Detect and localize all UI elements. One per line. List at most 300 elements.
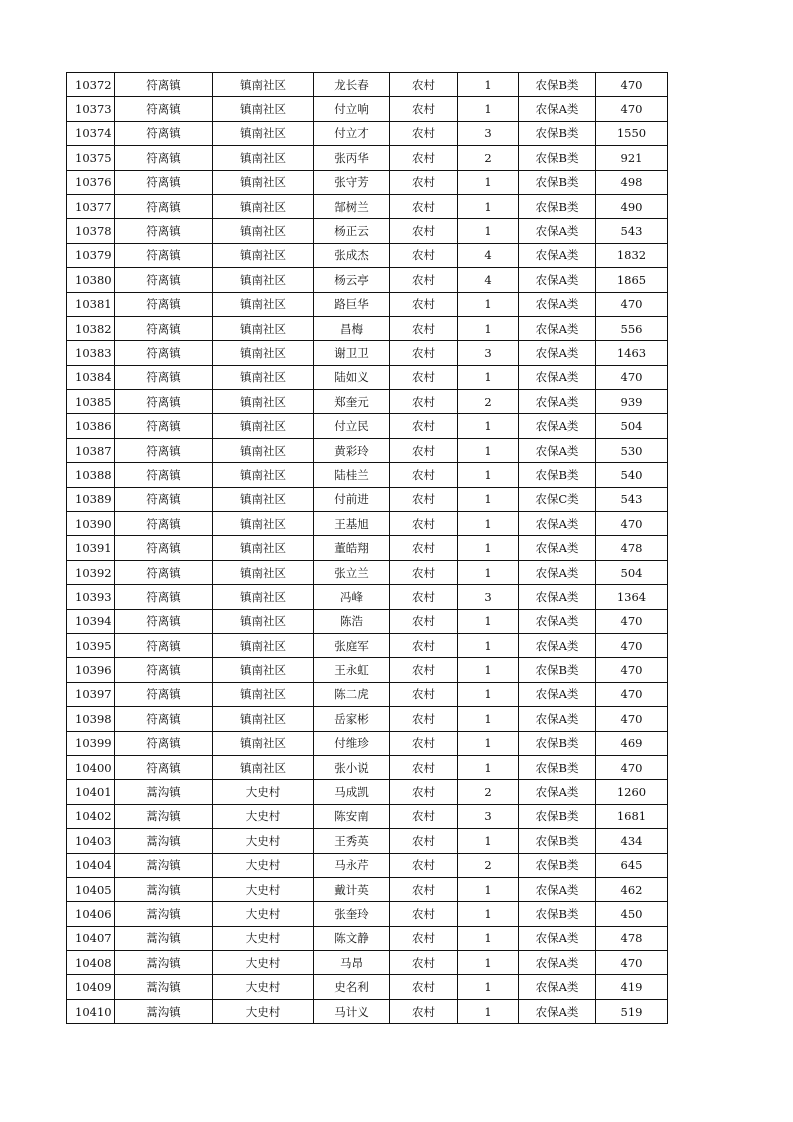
person-name-cell: 陈浩 bbox=[314, 609, 390, 633]
household-count-cell: 1 bbox=[458, 170, 519, 194]
row-id-cell: 10390 bbox=[67, 512, 115, 536]
area-type-cell: 农村 bbox=[390, 926, 458, 950]
village-cell: 大史村 bbox=[213, 780, 314, 804]
amount-cell: 1463 bbox=[596, 341, 668, 365]
table-row bbox=[67, 731, 668, 755]
row-id-cell: 10401 bbox=[67, 780, 115, 804]
person-name-cell: 王秀英 bbox=[314, 829, 390, 853]
village-cell: 镇南社区 bbox=[213, 97, 314, 121]
insurance-category-cell: 农保B类 bbox=[519, 194, 596, 218]
table-row bbox=[67, 365, 668, 389]
table-row bbox=[67, 926, 668, 950]
insurance-category-cell: 农保B类 bbox=[519, 73, 596, 97]
row-id-cell: 10394 bbox=[67, 609, 115, 633]
amount-cell: 469 bbox=[596, 731, 668, 755]
row-id-cell: 10392 bbox=[67, 560, 115, 584]
town-cell: 符离镇 bbox=[115, 731, 213, 755]
row-id-cell: 10377 bbox=[67, 194, 115, 218]
village-cell: 大史村 bbox=[213, 999, 314, 1023]
village-cell: 镇南社区 bbox=[213, 219, 314, 243]
village-cell: 镇南社区 bbox=[213, 268, 314, 292]
household-count-cell: 1 bbox=[458, 487, 519, 511]
town-cell: 符离镇 bbox=[115, 755, 213, 779]
village-cell: 大史村 bbox=[213, 853, 314, 877]
amount-cell: 490 bbox=[596, 194, 668, 218]
table-row bbox=[67, 97, 668, 121]
insurance-category-cell: 农保B类 bbox=[519, 146, 596, 170]
area-type-cell: 农村 bbox=[390, 438, 458, 462]
person-name-cell: 付维珍 bbox=[314, 731, 390, 755]
person-name-cell: 谢卫卫 bbox=[314, 341, 390, 365]
person-name-cell: 张丙华 bbox=[314, 146, 390, 170]
town-cell: 蒿沟镇 bbox=[115, 877, 213, 901]
table-row bbox=[67, 877, 668, 901]
household-count-cell: 3 bbox=[458, 585, 519, 609]
row-id-cell: 10372 bbox=[67, 73, 115, 97]
area-type-cell: 农村 bbox=[390, 341, 458, 365]
row-id-cell: 10391 bbox=[67, 536, 115, 560]
person-name-cell: 昌梅 bbox=[314, 316, 390, 340]
area-type-cell: 农村 bbox=[390, 731, 458, 755]
person-name-cell: 史名利 bbox=[314, 975, 390, 999]
village-cell: 镇南社区 bbox=[213, 243, 314, 267]
town-cell: 符离镇 bbox=[115, 658, 213, 682]
village-cell: 镇南社区 bbox=[213, 414, 314, 438]
person-name-cell: 陈安南 bbox=[314, 804, 390, 828]
amount-cell: 470 bbox=[596, 707, 668, 731]
insurance-category-cell: 农保A类 bbox=[519, 975, 596, 999]
amount-cell: 478 bbox=[596, 536, 668, 560]
row-id-cell: 10385 bbox=[67, 390, 115, 414]
amount-cell: 470 bbox=[596, 609, 668, 633]
insurance-category-cell: 农保B类 bbox=[519, 755, 596, 779]
row-id-cell: 10384 bbox=[67, 365, 115, 389]
town-cell: 符离镇 bbox=[115, 487, 213, 511]
person-name-cell: 张庭军 bbox=[314, 633, 390, 657]
insurance-category-cell: 农保A类 bbox=[519, 414, 596, 438]
village-cell: 镇南社区 bbox=[213, 633, 314, 657]
town-cell: 符离镇 bbox=[115, 97, 213, 121]
amount-cell: 470 bbox=[596, 365, 668, 389]
row-id-cell: 10403 bbox=[67, 829, 115, 853]
amount-cell: 530 bbox=[596, 438, 668, 462]
table-row bbox=[67, 292, 668, 316]
household-count-cell: 1 bbox=[458, 560, 519, 584]
table-row bbox=[67, 146, 668, 170]
insurance-category-cell: 农保B类 bbox=[519, 121, 596, 145]
row-id-cell: 10409 bbox=[67, 975, 115, 999]
table-row bbox=[67, 219, 668, 243]
village-cell: 镇南社区 bbox=[213, 438, 314, 462]
area-type-cell: 农村 bbox=[390, 73, 458, 97]
insurance-category-cell: 农保B类 bbox=[519, 463, 596, 487]
row-id-cell: 10405 bbox=[67, 877, 115, 901]
row-id-cell: 10393 bbox=[67, 585, 115, 609]
household-count-cell: 1 bbox=[458, 609, 519, 633]
row-id-cell: 10402 bbox=[67, 804, 115, 828]
table-row bbox=[67, 341, 668, 365]
town-cell: 符离镇 bbox=[115, 268, 213, 292]
row-id-cell: 10373 bbox=[67, 97, 115, 121]
person-name-cell: 王基旭 bbox=[314, 512, 390, 536]
insurance-category-cell: 农保A类 bbox=[519, 560, 596, 584]
insurance-category-cell: 农保A类 bbox=[519, 268, 596, 292]
person-name-cell: 冯峰 bbox=[314, 585, 390, 609]
person-name-cell: 张成杰 bbox=[314, 243, 390, 267]
data-table bbox=[66, 72, 668, 1024]
table-row bbox=[67, 975, 668, 999]
household-count-cell: 1 bbox=[458, 438, 519, 462]
table-row bbox=[67, 438, 668, 462]
insurance-category-cell: 农保A类 bbox=[519, 585, 596, 609]
town-cell: 符离镇 bbox=[115, 707, 213, 731]
insurance-category-cell: 农保B类 bbox=[519, 731, 596, 755]
amount-cell: 645 bbox=[596, 853, 668, 877]
area-type-cell: 农村 bbox=[390, 219, 458, 243]
town-cell: 符离镇 bbox=[115, 633, 213, 657]
row-id-cell: 10383 bbox=[67, 341, 115, 365]
table-row bbox=[67, 390, 668, 414]
area-type-cell: 农村 bbox=[390, 512, 458, 536]
person-name-cell: 杨正云 bbox=[314, 219, 390, 243]
row-id-cell: 10386 bbox=[67, 414, 115, 438]
insurance-category-cell: 农保A类 bbox=[519, 951, 596, 975]
household-count-cell: 1 bbox=[458, 877, 519, 901]
table-row bbox=[67, 121, 668, 145]
village-cell: 大史村 bbox=[213, 975, 314, 999]
area-type-cell: 农村 bbox=[390, 585, 458, 609]
town-cell: 符离镇 bbox=[115, 463, 213, 487]
person-name-cell: 马成凯 bbox=[314, 780, 390, 804]
area-type-cell: 农村 bbox=[390, 877, 458, 901]
person-name-cell: 董皓翔 bbox=[314, 536, 390, 560]
amount-cell: 1550 bbox=[596, 121, 668, 145]
household-count-cell: 1 bbox=[458, 219, 519, 243]
household-count-cell: 4 bbox=[458, 243, 519, 267]
household-count-cell: 1 bbox=[458, 73, 519, 97]
insurance-category-cell: 农保A类 bbox=[519, 536, 596, 560]
household-count-cell: 1 bbox=[458, 97, 519, 121]
household-count-cell: 1 bbox=[458, 926, 519, 950]
area-type-cell: 农村 bbox=[390, 97, 458, 121]
town-cell: 蒿沟镇 bbox=[115, 853, 213, 877]
village-cell: 镇南社区 bbox=[213, 316, 314, 340]
village-cell: 镇南社区 bbox=[213, 390, 314, 414]
person-name-cell: 郑奎元 bbox=[314, 390, 390, 414]
household-count-cell: 1 bbox=[458, 755, 519, 779]
person-name-cell: 陆如义 bbox=[314, 365, 390, 389]
town-cell: 符离镇 bbox=[115, 170, 213, 194]
person-name-cell: 付立才 bbox=[314, 121, 390, 145]
row-id-cell: 10381 bbox=[67, 292, 115, 316]
row-id-cell: 10387 bbox=[67, 438, 115, 462]
household-count-cell: 3 bbox=[458, 804, 519, 828]
row-id-cell: 10389 bbox=[67, 487, 115, 511]
area-type-cell: 农村 bbox=[390, 390, 458, 414]
table-row bbox=[67, 585, 668, 609]
village-cell: 镇南社区 bbox=[213, 341, 314, 365]
person-name-cell: 付立民 bbox=[314, 414, 390, 438]
row-id-cell: 10375 bbox=[67, 146, 115, 170]
area-type-cell: 农村 bbox=[390, 414, 458, 438]
table-row bbox=[67, 707, 668, 731]
amount-cell: 519 bbox=[596, 999, 668, 1023]
area-type-cell: 农村 bbox=[390, 365, 458, 389]
village-cell: 镇南社区 bbox=[213, 487, 314, 511]
village-cell: 镇南社区 bbox=[213, 121, 314, 145]
table-row bbox=[67, 658, 668, 682]
village-cell: 镇南社区 bbox=[213, 682, 314, 706]
row-id-cell: 10397 bbox=[67, 682, 115, 706]
town-cell: 符离镇 bbox=[115, 219, 213, 243]
area-type-cell: 农村 bbox=[390, 316, 458, 340]
household-count-cell: 1 bbox=[458, 512, 519, 536]
table-row bbox=[67, 243, 668, 267]
household-count-cell: 1 bbox=[458, 658, 519, 682]
table-row bbox=[67, 268, 668, 292]
person-name-cell: 戴计英 bbox=[314, 877, 390, 901]
town-cell: 蒿沟镇 bbox=[115, 804, 213, 828]
area-type-cell: 农村 bbox=[390, 170, 458, 194]
person-name-cell: 张立兰 bbox=[314, 560, 390, 584]
table-row bbox=[67, 560, 668, 584]
household-count-cell: 2 bbox=[458, 780, 519, 804]
household-count-cell: 1 bbox=[458, 682, 519, 706]
area-type-cell: 农村 bbox=[390, 121, 458, 145]
household-count-cell: 1 bbox=[458, 633, 519, 657]
insurance-category-cell: 农保A类 bbox=[519, 243, 596, 267]
amount-cell: 540 bbox=[596, 463, 668, 487]
table-row bbox=[67, 902, 668, 926]
village-cell: 镇南社区 bbox=[213, 73, 314, 97]
table-row bbox=[67, 755, 668, 779]
row-id-cell: 10406 bbox=[67, 902, 115, 926]
amount-cell: 470 bbox=[596, 658, 668, 682]
town-cell: 符离镇 bbox=[115, 585, 213, 609]
insurance-category-cell: 农保A类 bbox=[519, 877, 596, 901]
village-cell: 大史村 bbox=[213, 877, 314, 901]
insurance-category-cell: 农保B类 bbox=[519, 829, 596, 853]
village-cell: 大史村 bbox=[213, 829, 314, 853]
household-count-cell: 1 bbox=[458, 975, 519, 999]
amount-cell: 1364 bbox=[596, 585, 668, 609]
town-cell: 符离镇 bbox=[115, 536, 213, 560]
village-cell: 镇南社区 bbox=[213, 755, 314, 779]
row-id-cell: 10396 bbox=[67, 658, 115, 682]
insurance-category-cell: 农保A类 bbox=[519, 341, 596, 365]
household-count-cell: 1 bbox=[458, 829, 519, 853]
table-row bbox=[67, 780, 668, 804]
town-cell: 符离镇 bbox=[115, 609, 213, 633]
household-count-cell: 1 bbox=[458, 365, 519, 389]
person-name-cell: 马永芹 bbox=[314, 853, 390, 877]
town-cell: 蒿沟镇 bbox=[115, 902, 213, 926]
table-row bbox=[67, 999, 668, 1023]
amount-cell: 470 bbox=[596, 97, 668, 121]
village-cell: 镇南社区 bbox=[213, 463, 314, 487]
area-type-cell: 农村 bbox=[390, 560, 458, 584]
amount-cell: 470 bbox=[596, 512, 668, 536]
area-type-cell: 农村 bbox=[390, 951, 458, 975]
amount-cell: 419 bbox=[596, 975, 668, 999]
row-id-cell: 10395 bbox=[67, 633, 115, 657]
person-name-cell: 陈二虎 bbox=[314, 682, 390, 706]
amount-cell: 1260 bbox=[596, 780, 668, 804]
household-count-cell: 1 bbox=[458, 731, 519, 755]
insurance-category-cell: 农保B类 bbox=[519, 658, 596, 682]
town-cell: 符离镇 bbox=[115, 146, 213, 170]
person-name-cell: 王永虹 bbox=[314, 658, 390, 682]
area-type-cell: 农村 bbox=[390, 633, 458, 657]
table-row bbox=[67, 414, 668, 438]
amount-cell: 462 bbox=[596, 877, 668, 901]
table-row bbox=[67, 951, 668, 975]
row-id-cell: 10374 bbox=[67, 121, 115, 145]
town-cell: 符离镇 bbox=[115, 512, 213, 536]
village-cell: 镇南社区 bbox=[213, 170, 314, 194]
village-cell: 镇南社区 bbox=[213, 194, 314, 218]
row-id-cell: 10379 bbox=[67, 243, 115, 267]
table-row bbox=[67, 73, 668, 97]
person-name-cell: 岳家彬 bbox=[314, 707, 390, 731]
household-count-cell: 1 bbox=[458, 414, 519, 438]
village-cell: 镇南社区 bbox=[213, 560, 314, 584]
area-type-cell: 农村 bbox=[390, 853, 458, 877]
table-row bbox=[67, 316, 668, 340]
table-row bbox=[67, 170, 668, 194]
row-id-cell: 10398 bbox=[67, 707, 115, 731]
village-cell: 大史村 bbox=[213, 804, 314, 828]
town-cell: 符离镇 bbox=[115, 341, 213, 365]
area-type-cell: 农村 bbox=[390, 755, 458, 779]
town-cell: 蒿沟镇 bbox=[115, 926, 213, 950]
town-cell: 符离镇 bbox=[115, 121, 213, 145]
insurance-category-cell: 农保B类 bbox=[519, 853, 596, 877]
row-id-cell: 10382 bbox=[67, 316, 115, 340]
amount-cell: 470 bbox=[596, 682, 668, 706]
person-name-cell: 付前进 bbox=[314, 487, 390, 511]
town-cell: 符离镇 bbox=[115, 73, 213, 97]
village-cell: 镇南社区 bbox=[213, 609, 314, 633]
town-cell: 符离镇 bbox=[115, 316, 213, 340]
table-row bbox=[67, 804, 668, 828]
amount-cell: 543 bbox=[596, 487, 668, 511]
amount-cell: 1832 bbox=[596, 243, 668, 267]
household-count-cell: 1 bbox=[458, 292, 519, 316]
town-cell: 符离镇 bbox=[115, 414, 213, 438]
row-id-cell: 10408 bbox=[67, 951, 115, 975]
town-cell: 蒿沟镇 bbox=[115, 780, 213, 804]
amount-cell: 478 bbox=[596, 926, 668, 950]
insurance-category-cell: 农保A类 bbox=[519, 999, 596, 1023]
insurance-category-cell: 农保A类 bbox=[519, 609, 596, 633]
area-type-cell: 农村 bbox=[390, 682, 458, 706]
village-cell: 镇南社区 bbox=[213, 585, 314, 609]
village-cell: 镇南社区 bbox=[213, 146, 314, 170]
insurance-category-cell: 农保A类 bbox=[519, 365, 596, 389]
household-count-cell: 2 bbox=[458, 390, 519, 414]
insurance-category-cell: 农保A类 bbox=[519, 316, 596, 340]
area-type-cell: 农村 bbox=[390, 463, 458, 487]
insurance-category-cell: 农保A类 bbox=[519, 707, 596, 731]
village-cell: 镇南社区 bbox=[213, 512, 314, 536]
row-id-cell: 10400 bbox=[67, 755, 115, 779]
insurance-category-cell: 农保B类 bbox=[519, 902, 596, 926]
table-row bbox=[67, 633, 668, 657]
village-cell: 镇南社区 bbox=[213, 292, 314, 316]
area-type-cell: 农村 bbox=[390, 292, 458, 316]
insurance-category-cell: 农保A类 bbox=[519, 438, 596, 462]
amount-cell: 498 bbox=[596, 170, 668, 194]
amount-cell: 556 bbox=[596, 316, 668, 340]
area-type-cell: 农村 bbox=[390, 146, 458, 170]
amount-cell: 470 bbox=[596, 292, 668, 316]
town-cell: 符离镇 bbox=[115, 365, 213, 389]
table-body bbox=[67, 73, 668, 1024]
village-cell: 镇南社区 bbox=[213, 658, 314, 682]
person-name-cell: 杨云亭 bbox=[314, 268, 390, 292]
amount-cell: 470 bbox=[596, 755, 668, 779]
town-cell: 符离镇 bbox=[115, 560, 213, 584]
amount-cell: 1681 bbox=[596, 804, 668, 828]
table-row bbox=[67, 609, 668, 633]
area-type-cell: 农村 bbox=[390, 707, 458, 731]
table-row bbox=[67, 829, 668, 853]
area-type-cell: 农村 bbox=[390, 268, 458, 292]
household-count-cell: 1 bbox=[458, 951, 519, 975]
town-cell: 符离镇 bbox=[115, 194, 213, 218]
town-cell: 符离镇 bbox=[115, 243, 213, 267]
amount-cell: 504 bbox=[596, 414, 668, 438]
amount-cell: 470 bbox=[596, 633, 668, 657]
insurance-category-cell: 农保A类 bbox=[519, 292, 596, 316]
town-cell: 蒿沟镇 bbox=[115, 999, 213, 1023]
insurance-category-cell: 农保A类 bbox=[519, 97, 596, 121]
area-type-cell: 农村 bbox=[390, 829, 458, 853]
amount-cell: 939 bbox=[596, 390, 668, 414]
area-type-cell: 农村 bbox=[390, 804, 458, 828]
person-name-cell: 张小说 bbox=[314, 755, 390, 779]
area-type-cell: 农村 bbox=[390, 609, 458, 633]
insurance-category-cell: 农保B类 bbox=[519, 804, 596, 828]
person-name-cell: 张奎玲 bbox=[314, 902, 390, 926]
person-name-cell: 陆桂兰 bbox=[314, 463, 390, 487]
village-cell: 大史村 bbox=[213, 926, 314, 950]
insurance-category-cell: 农保A类 bbox=[519, 390, 596, 414]
row-id-cell: 10399 bbox=[67, 731, 115, 755]
person-name-cell: 马计义 bbox=[314, 999, 390, 1023]
table-row bbox=[67, 487, 668, 511]
table-row bbox=[67, 853, 668, 877]
insurance-category-cell: 农保A类 bbox=[519, 219, 596, 243]
insurance-category-cell: 农保B类 bbox=[519, 170, 596, 194]
row-id-cell: 10388 bbox=[67, 463, 115, 487]
household-count-cell: 1 bbox=[458, 194, 519, 218]
person-name-cell: 路巨华 bbox=[314, 292, 390, 316]
row-id-cell: 10407 bbox=[67, 926, 115, 950]
area-type-cell: 农村 bbox=[390, 487, 458, 511]
person-name-cell: 马昂 bbox=[314, 951, 390, 975]
person-name-cell: 付立响 bbox=[314, 97, 390, 121]
amount-cell: 434 bbox=[596, 829, 668, 853]
town-cell: 蒿沟镇 bbox=[115, 975, 213, 999]
town-cell: 符离镇 bbox=[115, 438, 213, 462]
area-type-cell: 农村 bbox=[390, 536, 458, 560]
table-row bbox=[67, 536, 668, 560]
amount-cell: 921 bbox=[596, 146, 668, 170]
insurance-category-cell: 农保C类 bbox=[519, 487, 596, 511]
amount-cell: 470 bbox=[596, 951, 668, 975]
